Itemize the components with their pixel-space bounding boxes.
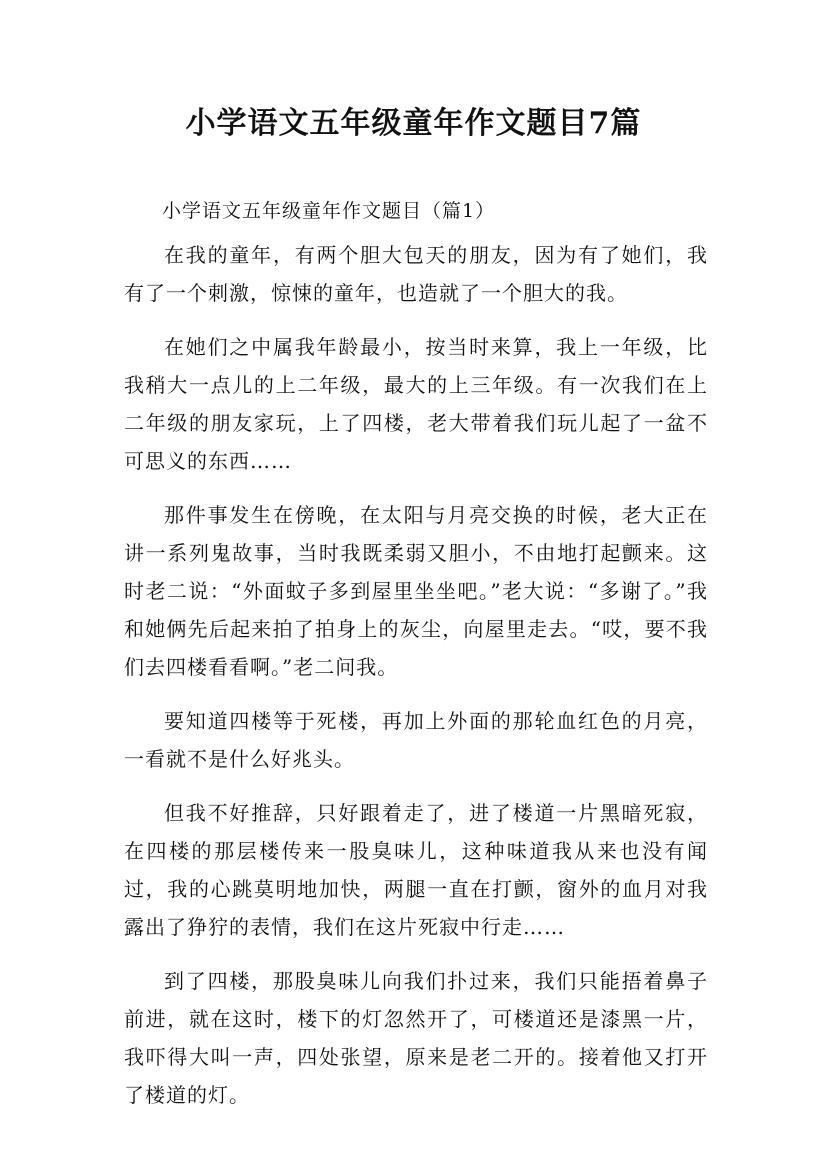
paragraph-6: 到了四楼，那股臭味儿向我们扑过来，我们只能捂着鼻子前进，就在这时，楼下的灯忽然开了，可楼道还是漆黑一片，我吓得大叫一声，四处张望，原来是老二开的。接着他又打开了楼道的灯。	[124, 969, 708, 1107]
paragraph-2: 在她们之中属我年龄最小，按当时来算，我上一年级，比我稍大一点儿的上二年级，最大的上三年级。有一次我们在上二年级的朋友家玩，上了四楼，老大带着我们玩儿起了一盆不可思义的东西……	[124, 335, 708, 473]
paragraph-4: 要知道四楼等于死楼，再加上外面的那轮血红色的月亮，一看就不是什么好兆头。	[124, 709, 708, 771]
document-title: 小学语文五年级童年作文题目7篇	[185, 106, 642, 141]
paragraph-1: 在我的童年，有两个胆大包天的朋友，因为有了她们，我有了一个刺激，惊悚的童年，也造就了一个胆大的我。	[124, 243, 708, 305]
paragraph-3: 那件事发生在傍晚，在太阳与月亮交换的时候，老大正在讲一系列鬼故事，当时我既柔弱又胆小，不由地打起颤来。这时老二说：“外面蚊子多到屋里坐坐吧。”老大说：“多谢了。”我和她俩先后起来拍了拍身上的灰尘，向屋里走去。“哎，要不我们去四楼看看啊。”老二问我。	[124, 503, 708, 679]
document-body	[124, 192, 708, 1130]
section-heading: 小学语文五年级童年作文题目（篇1）	[162, 200, 496, 222]
paragraph-5: 但我不好推辞，只好跟着走了，进了楼道一片黑暗死寂，在四楼的那层楼传来一股臭味儿，这种味道我从来也没有闻过，我的心跳莫明地加快，两腿一直在打颤，窗外的血月对我露出了狰狞的表情，我们在这片死寂中行走……	[124, 801, 708, 939]
